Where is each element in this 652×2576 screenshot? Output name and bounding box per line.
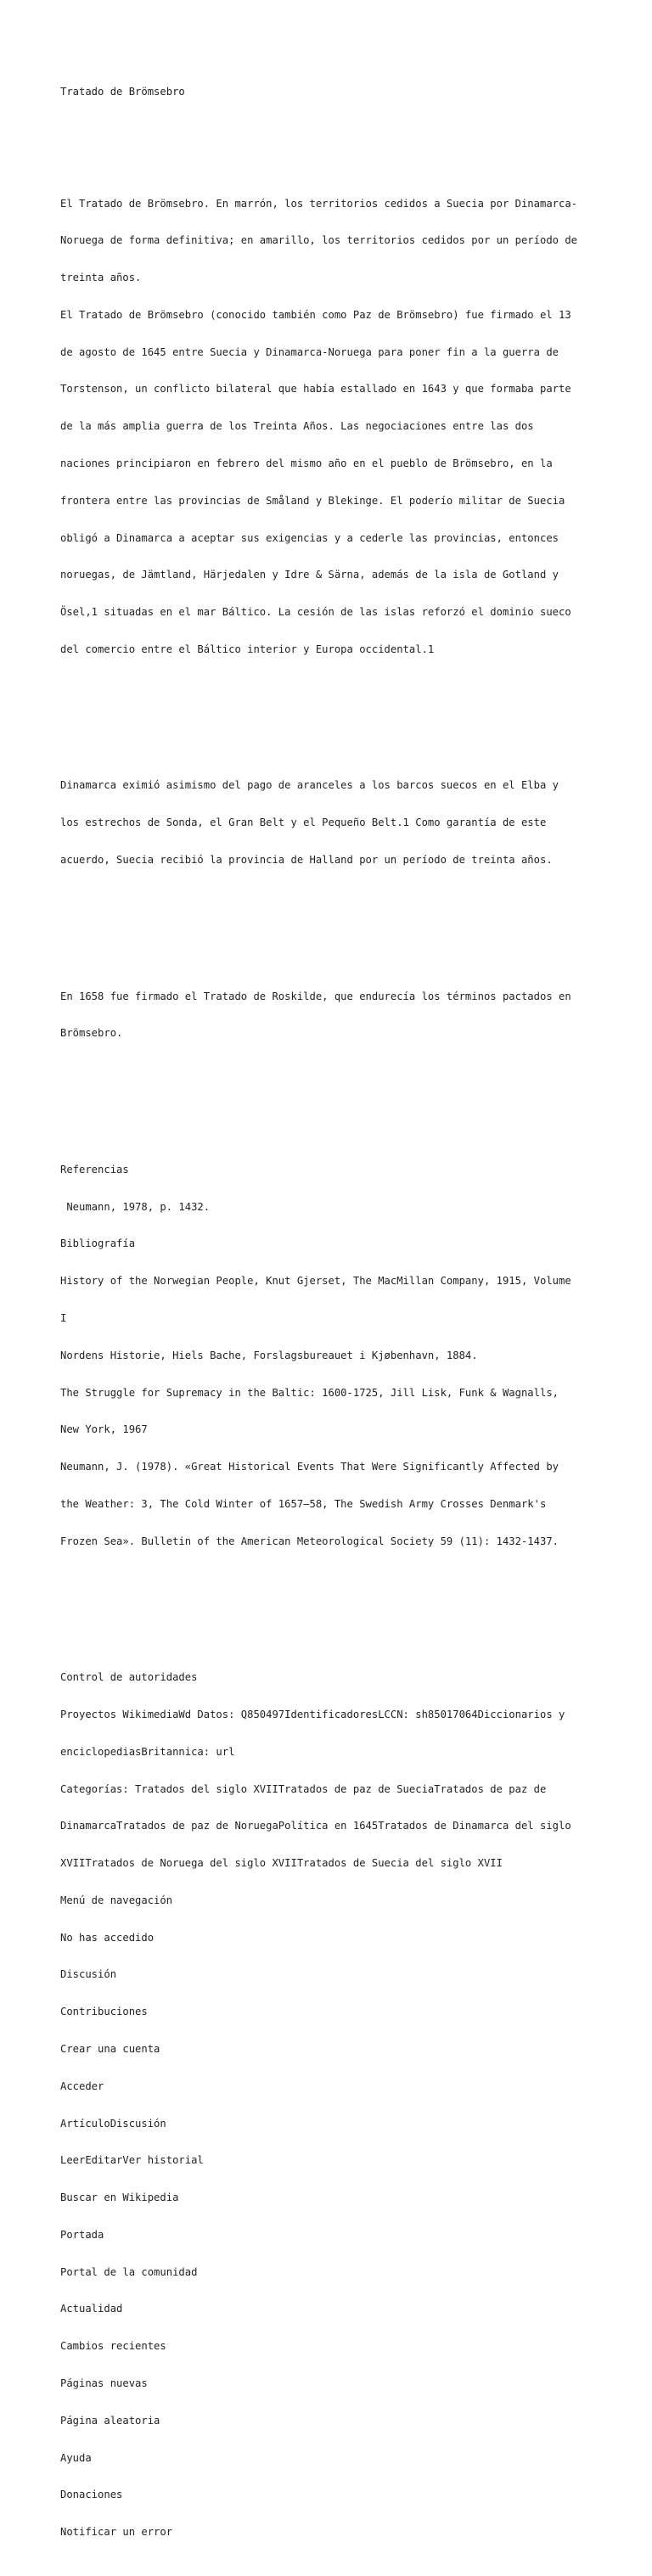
nav-link-login[interactable]: Acceder [60,2079,104,2092]
nav-tabs-article-discussion[interactable]: ArtículoDiscusión [60,2117,166,2130]
spacer [60,123,604,136]
nav-link-recent-changes[interactable]: Cambios recientes [60,2340,166,2353]
paragraph-roskilde [60,965,604,1064]
text-line: noruegas, de Jämtland, Härjedalen y Idre & Särna, además de la isla de Gotland y [60,569,559,581]
nav-tabs-read-edit-history[interactable]: LeerEditarVer historial [60,2154,204,2167]
bibliography-item: The Struggle for Supremacy in the Baltic: 1600-1725, Jill Lisk, Funk & Wagnalls, [60,1386,559,1399]
nav-link-current-events[interactable]: Actualidad [60,2303,123,2315]
wikimedia-projects-line[interactable]: enciclopediasBritannica: url [60,1745,235,1758]
bibliography-item: I [60,1311,67,1324]
nav-link-main-page[interactable]: Portada [60,2228,104,2241]
text-line: acuerdo, Suecia recibió la provincia de Halland por un período de treinta años. [60,854,553,866]
bibliography-heading: Bibliografía [60,1237,136,1250]
nav-link-discussion[interactable]: Discusión [60,1968,117,1981]
footer-navigation [60,1647,604,2563]
text-line: En 1658 fue firmado el Tratado de Roskilde, que endurecía los términos pactados en [60,990,571,1002]
bibliography-item: Frozen Sea». Bulletin of the American Meteorological Society 59 (11): 1432-1437. [60,1535,559,1547]
bibliography-item: Nordens Historie, Hiels Bache, Forslagsbureauet i Kjøbenhavn, 1884. [60,1349,478,1361]
categories-line[interactable]: DinamarcaTratados de paz de NoruegaPolítica en 1645Tratados de Dinamarca del siglo [60,1820,571,1832]
categories-line[interactable]: XVIITratados de Noruega del siglo XVIITratados de Suecia del siglo XVII [60,1857,503,1870]
text-line: los estrechos de Sonda, el Gran Belt y el Pequeño Belt.1 Como garantía de este [60,817,547,829]
text-line: El Tratado de Brömsebro (conocido también como Paz de Brömsebro) fue firmado el 13 [60,308,571,321]
intro-paragraph [60,172,604,680]
spacer [60,916,604,929]
categories-line[interactable]: Categorías: Tratados del siglo XVIITratados de paz de SueciaTratados de paz de [60,1782,547,1795]
text-line: Ösel,1 situadas en el mar Báltico. La cesión de las islas reforzó el dominio sueco [60,606,571,619]
text-line: Dinamarca eximió asimismo del pago de aranceles a los barcos suecos en el Elba y [60,779,559,792]
text-line: Torstenson, un conflicto bilateral que había estallado en 1643 y que formaba parte [60,383,571,396]
references-heading: Referencias [60,1163,129,1176]
search-wikipedia-link[interactable]: Buscar en Wikipedia [60,2192,179,2204]
bibliography-item: Neumann, J. (1978). «Great Historical Events That Were Significantly Affected by [60,1461,559,1473]
nav-link-new-pages[interactable]: Páginas nuevas [60,2377,148,2390]
text-line: de agosto de 1645 entre Suecia y Dinamarca-Noruega para poner fin a la guerra de [60,345,559,358]
text-line: treinta años. [60,272,142,284]
not-logged-in-text: No has accedido [60,1931,155,1944]
document-page [60,61,604,2576]
nav-link-contributions[interactable]: Contribuciones [60,2006,148,2018]
text-line: de la más amplia guerra de los Treinta Años. Las negociaciones entre las dos [60,420,534,433]
text-line: obligó a Dinamarca a aceptar sus exigencias y a cederle las provincias, entonces [60,531,559,544]
nav-link-donations[interactable]: Donaciones [60,2489,123,2501]
text-line: Noruega de forma definitiva; en amarillo, los territorios cedidos por un período de [60,234,578,247]
reference-item[interactable]: Neumann, 1978, p. 1432. [60,1200,211,1213]
nav-link-report-error[interactable]: Notificar un error [60,2526,173,2539]
spacer [60,1089,604,1102]
nav-link-random-page[interactable]: Página aleatoria [60,2414,160,2427]
wikimedia-projects-line[interactable]: Proyectos WikimediaWd Datos: Q850497IdentificadoresLCCN: sh85017064Diccionarios y [60,1708,565,1720]
nav-link-help[interactable]: Ayuda [60,2451,92,2464]
paragraph-aranceles [60,755,604,891]
document-title: Tratado de Brömsebro [60,86,185,98]
spacer [60,705,604,718]
authority-control-heading: Control de autoridades [60,1671,198,1684]
text-line: Brömsebro. [60,1027,123,1040]
text-line: frontera entre las provincias de Småland y Blekinge. El poderío militar de Suecia [60,494,565,507]
nav-link-create-account[interactable]: Crear una cuenta [60,2043,160,2055]
references-section [60,1139,604,1573]
text-line: del comercio entre el Báltico interior y Europa occidental.1 [60,643,435,655]
navigation-menu-heading: Menú de navegación [60,1894,173,1906]
bibliography-item: the Weather: 3, The Cold Winter of 1657—58, The Swedish Army Crosses Denmark's [60,1497,547,1510]
bibliography-item: New York, 1967 [60,1423,148,1436]
bibliography-item: History of the Norwegian People, Knut Gjerset, The MacMillan Company, 1915, Volume [60,1275,571,1288]
spacer [60,1597,604,1610]
nav-link-community-portal[interactable]: Portal de la comunidad [60,2265,198,2278]
text-line: El Tratado de Brömsebro. En marrón, los territorios cedidos a Suecia por Dinamarca- [60,197,578,210]
text-line: naciones principiaron en febrero del mismo año en el pueblo de Brömsebro, en la [60,457,553,469]
